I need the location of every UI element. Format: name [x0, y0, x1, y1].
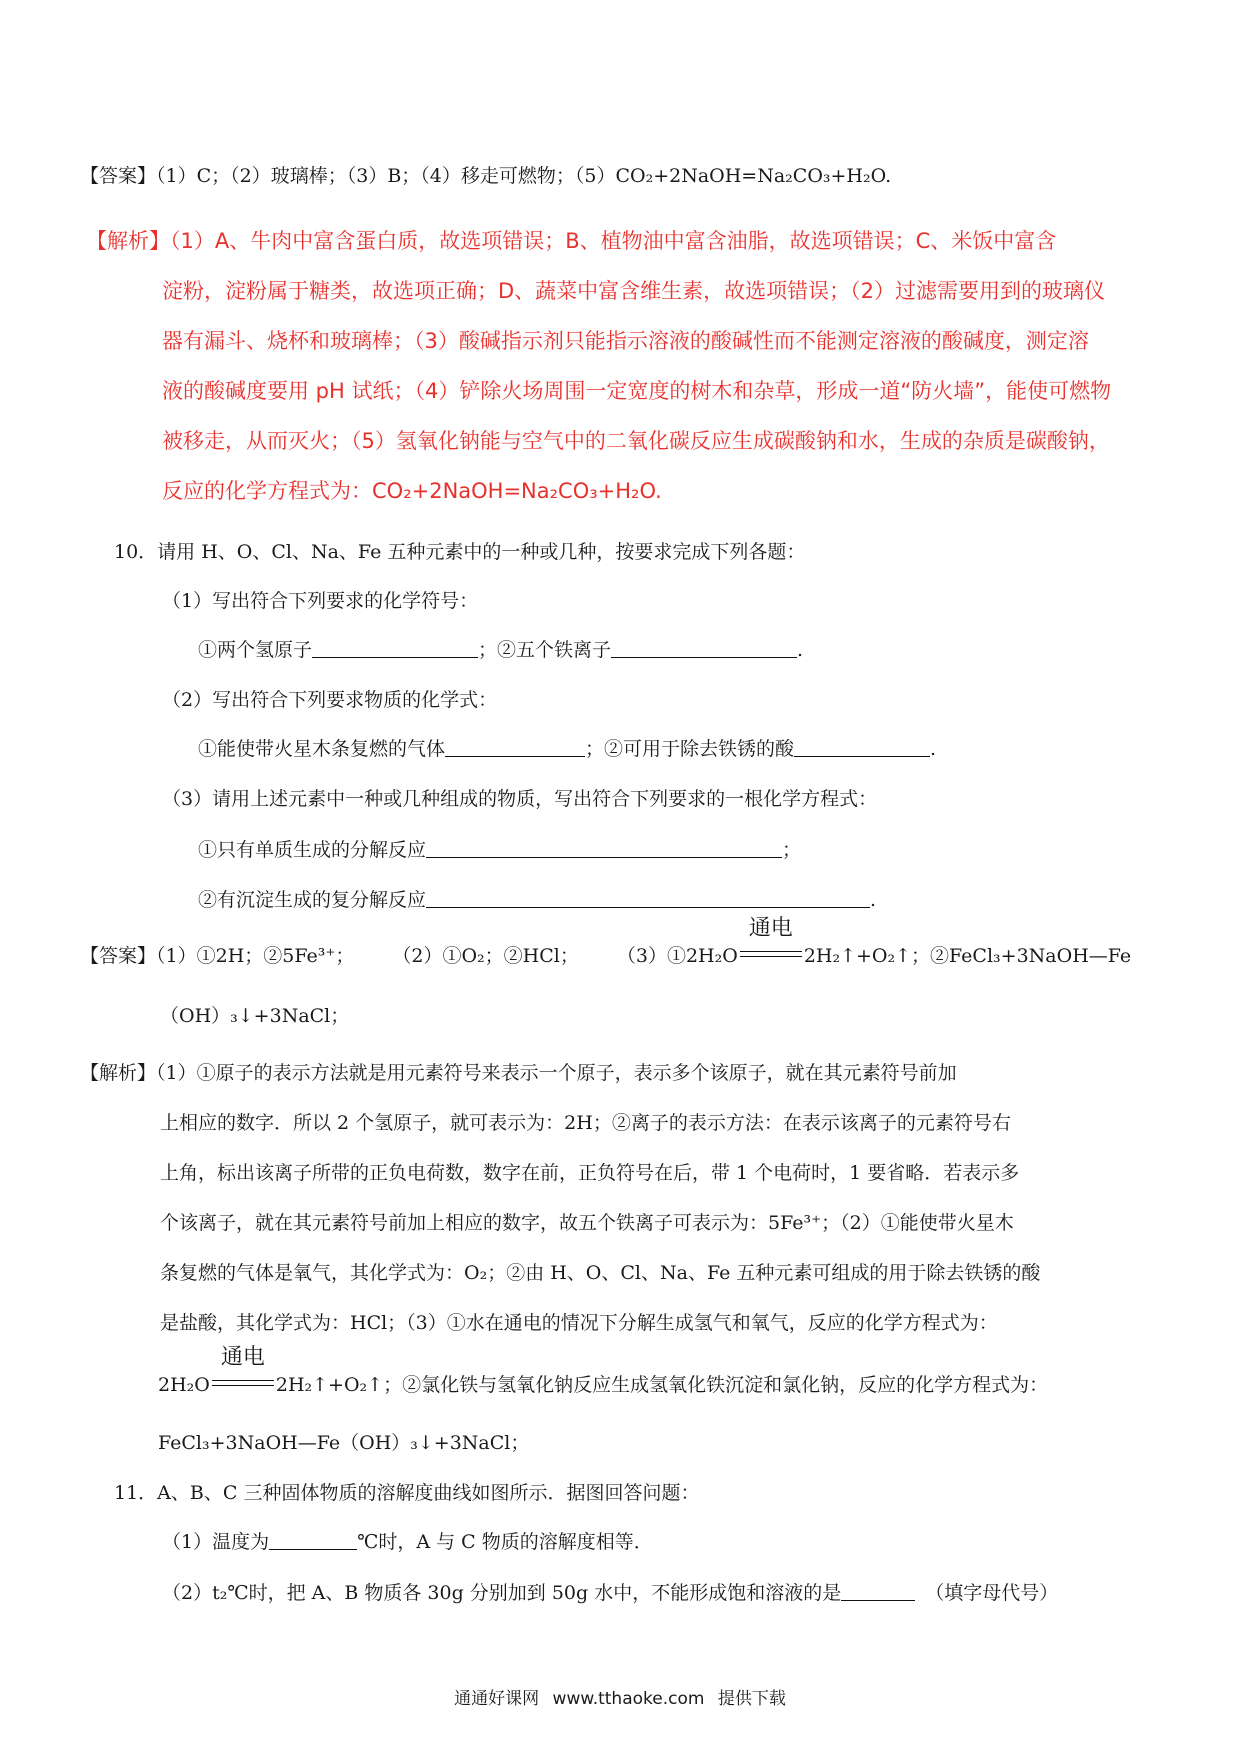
- sub-question-1: （1）温度为 ℃时，A 与 C 物质的溶解度相等．: [162, 1531, 653, 1553]
- sub-question-3: （3）请用上述元素中一种或几种组成的物质，写出符合下列要求的一根化学方程式：: [162, 788, 878, 810]
- answer-blank[interactable]: [312, 639, 478, 658]
- answer-blank[interactable]: [426, 839, 782, 858]
- analysis-label: 【解析】: [80, 1062, 157, 1084]
- question-stem: 10．请用 H、O、Cl、Na、Fe 五种元素中的一种或几种，按要求完成下列各题：: [114, 541, 806, 563]
- equals-line: [740, 951, 802, 957]
- sub-question-2: （2）t₂℃时，把 A、B 物质各 30g 分别加到 50g 水中，不能形成饱和溶液的是 （填字母代号）: [162, 1582, 1059, 1604]
- analysis-line: 反应的化学方程式为：CO₂+2NaOH=Na₂CO₃+H₂O.: [162, 479, 662, 503]
- analysis-line: （1）A、牛肉中富含蛋白质，故选项错误；B、植物油中富含油脂，故选项错误；C、米饭中富含: [170, 229, 1057, 253]
- sub-question-1-items: ①两个氢原子 ；②五个铁离子 .: [198, 639, 804, 661]
- analysis-line: 被移走，从而灭火；（5）氢氧化钠能与空气中的二氧化碳反应生成碳酸钠和水，生成的杂质是碳酸钠，: [162, 429, 1110, 453]
- sub-question-1: （1）写出符合下列要求的化学符号：: [162, 590, 479, 612]
- footer-site-name: 通通好课网: [454, 1689, 540, 1709]
- answer-label: 【答案】: [80, 945, 157, 967]
- sub-question-2-items: ①能使带火星木条复燃的气体 ；②可用于除去铁锈的酸 .: [198, 738, 937, 760]
- sub-question-2: （2）写出符合下列要求物质的化学式：: [162, 689, 498, 711]
- answer-9: [80, 164, 891, 188]
- analysis-line: 淀粉，淀粉属于糖类，故选项正确；D、蔬菜中富含维生素，故选项错误；（2）过滤需要用到的玻璃仪: [162, 279, 1106, 303]
- answer-blank[interactable]: [794, 738, 930, 757]
- footer-url[interactable]: www.tthaoke.com: [552, 1689, 705, 1709]
- reaction-condition: 通电: [210, 1373, 276, 1397]
- reaction-condition: 通电: [738, 944, 804, 968]
- sub-question-3b: ②有沉淀生成的复分解反应 .: [198, 889, 877, 911]
- answer-label: 【答案】: [80, 165, 157, 187]
- equals-line: [212, 1380, 274, 1386]
- analysis-label: 【解析】: [86, 229, 170, 253]
- answer-blank[interactable]: [426, 889, 870, 908]
- footer-suffix: 提供下载: [717, 1689, 786, 1709]
- answer-blank[interactable]: [269, 1531, 357, 1550]
- answer-text: （1）C；（2）玻璃棒；（3）B；（4）移走可燃物；（5）CO₂+2NaOH=Na₂CO₃+H₂O.: [156, 165, 892, 187]
- answer-blank[interactable]: [445, 738, 585, 757]
- page-footer: [0, 1684, 1240, 1709]
- analysis-line: 液的酸碱度要用 pH 试纸；（4）铲除火场周围一定宽度的树木和杂草，形成一道“防火墙”，能使可燃物: [162, 379, 1112, 403]
- sub-question-3a: ①只有单质生成的分解反应 ；: [198, 839, 802, 861]
- answer-blank[interactable]: [611, 639, 797, 658]
- question-stem: 11．A、B、C 三种固体物质的溶解度曲线如图所示．据图回答问题：: [114, 1482, 700, 1504]
- answer-blank[interactable]: [841, 1582, 915, 1601]
- analysis-line: 器有漏斗、烧杯和玻璃棒；（3）酸碱指示剂只能指示溶液的酸碱性而不能测定溶液的酸碱度，测定溶: [162, 329, 1089, 353]
